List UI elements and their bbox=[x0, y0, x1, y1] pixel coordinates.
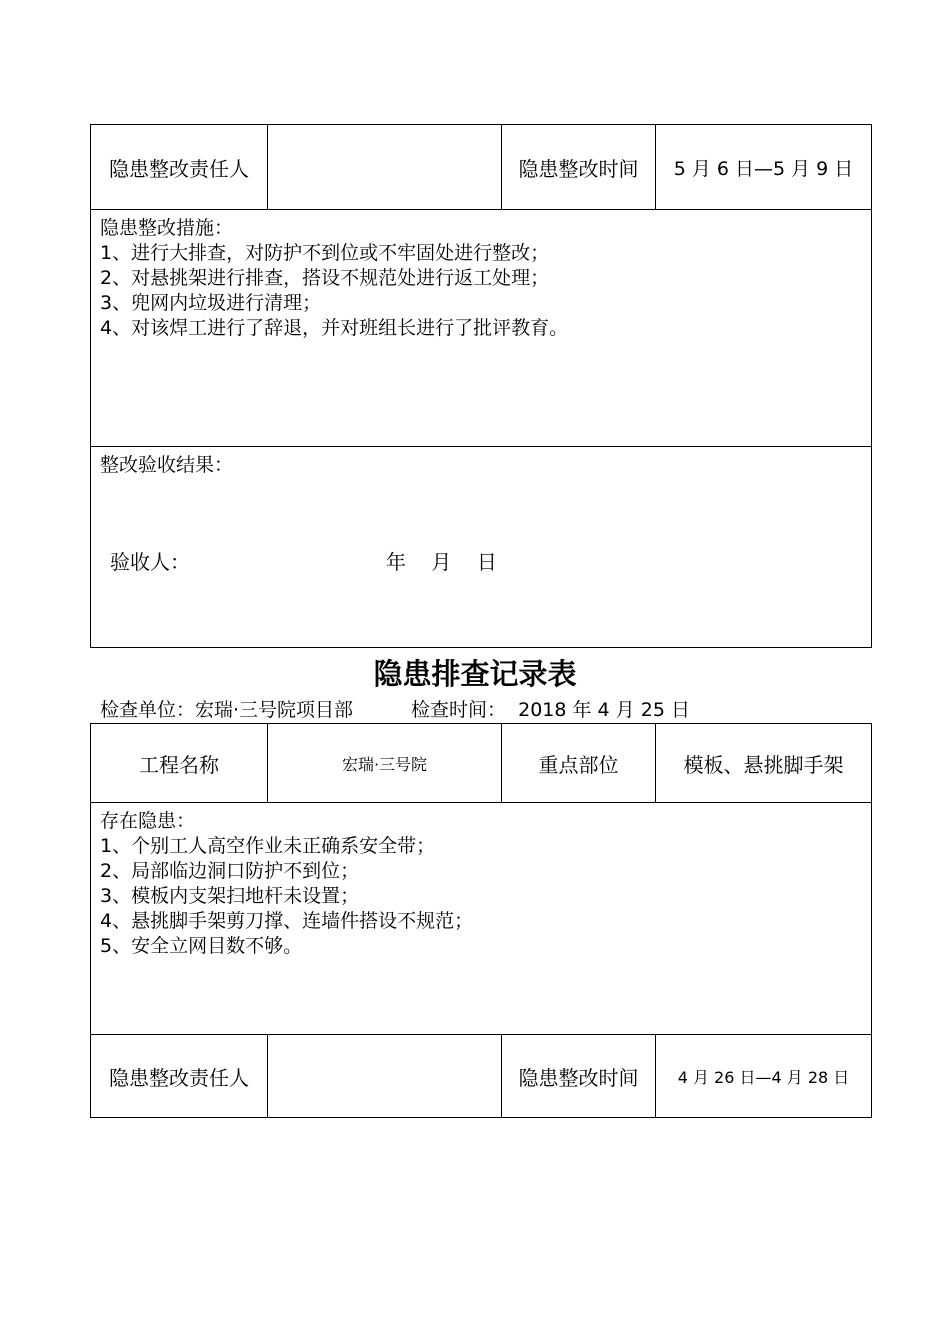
hazard-item: 1、个别工人高空作业未正确系安全带； bbox=[100, 835, 436, 857]
measure-item: 2、对悬挑架进行排查，搭设不规范处进行返工处理； bbox=[100, 267, 550, 289]
responsible-value bbox=[268, 125, 502, 210]
existing-hazards-cell bbox=[91, 803, 872, 1035]
inspection-unit: 检查单位：宏瑞·三号院项目部 bbox=[100, 699, 354, 721]
measures-title: 隐患整改措施： bbox=[100, 217, 234, 239]
hazard-item: 2、局部临边洞口防护不到位； bbox=[100, 860, 360, 882]
project-name-label: 工程名称 bbox=[91, 724, 268, 803]
acceptance-date-placeholder: 年 月 日 bbox=[386, 550, 497, 574]
acceptor-label: 验收人： bbox=[110, 550, 190, 574]
project-name-value: 宏瑞·三号院 bbox=[268, 724, 502, 803]
inspection-meta bbox=[100, 695, 690, 722]
rectification-measures-cell bbox=[91, 210, 872, 447]
measure-item: 4、对该焊工进行了辞退，并对班组长进行了批评教育。 bbox=[100, 317, 569, 339]
responsible-label: 隐患整改责任人 bbox=[91, 1035, 268, 1118]
hazard-item: 5、安全立网目数不够。 bbox=[100, 935, 303, 957]
responsible-value bbox=[268, 1035, 502, 1118]
key-part-label: 重点部位 bbox=[502, 724, 656, 803]
hazard-item: 3、模板内支架扫地杆未设置； bbox=[100, 885, 360, 907]
measure-item: 1、进行大排查，对防护不到位或不牢固处进行整改； bbox=[100, 242, 550, 264]
inspection-time: 检查时间： 2018 年 4 月 25 日 bbox=[411, 699, 690, 721]
acceptance-title: 整改验收结果： bbox=[100, 454, 234, 476]
rectification-time-label: 隐患整改时间 bbox=[502, 125, 656, 210]
rectification-time-value: 4 月 26 日—4 月 28 日 bbox=[656, 1035, 872, 1118]
hazards-title: 存在隐患： bbox=[100, 810, 196, 832]
page-title: 隐患排查记录表 bbox=[373, 657, 577, 691]
key-part-value: 模板、悬挑脚手架 bbox=[656, 724, 872, 803]
measure-item: 3、兜网内垃圾进行清理； bbox=[100, 292, 322, 314]
hazard-record-table bbox=[90, 723, 872, 1118]
rectification-time-value: 5 月 6 日—5 月 9 日 bbox=[656, 125, 872, 210]
rectification-time-label: 隐患整改时间 bbox=[502, 1035, 656, 1118]
hazard-item: 4、悬挑脚手架剪刀撑、连墙件搭设不规范； bbox=[100, 910, 474, 932]
responsible-label: 隐患整改责任人 bbox=[91, 125, 268, 210]
